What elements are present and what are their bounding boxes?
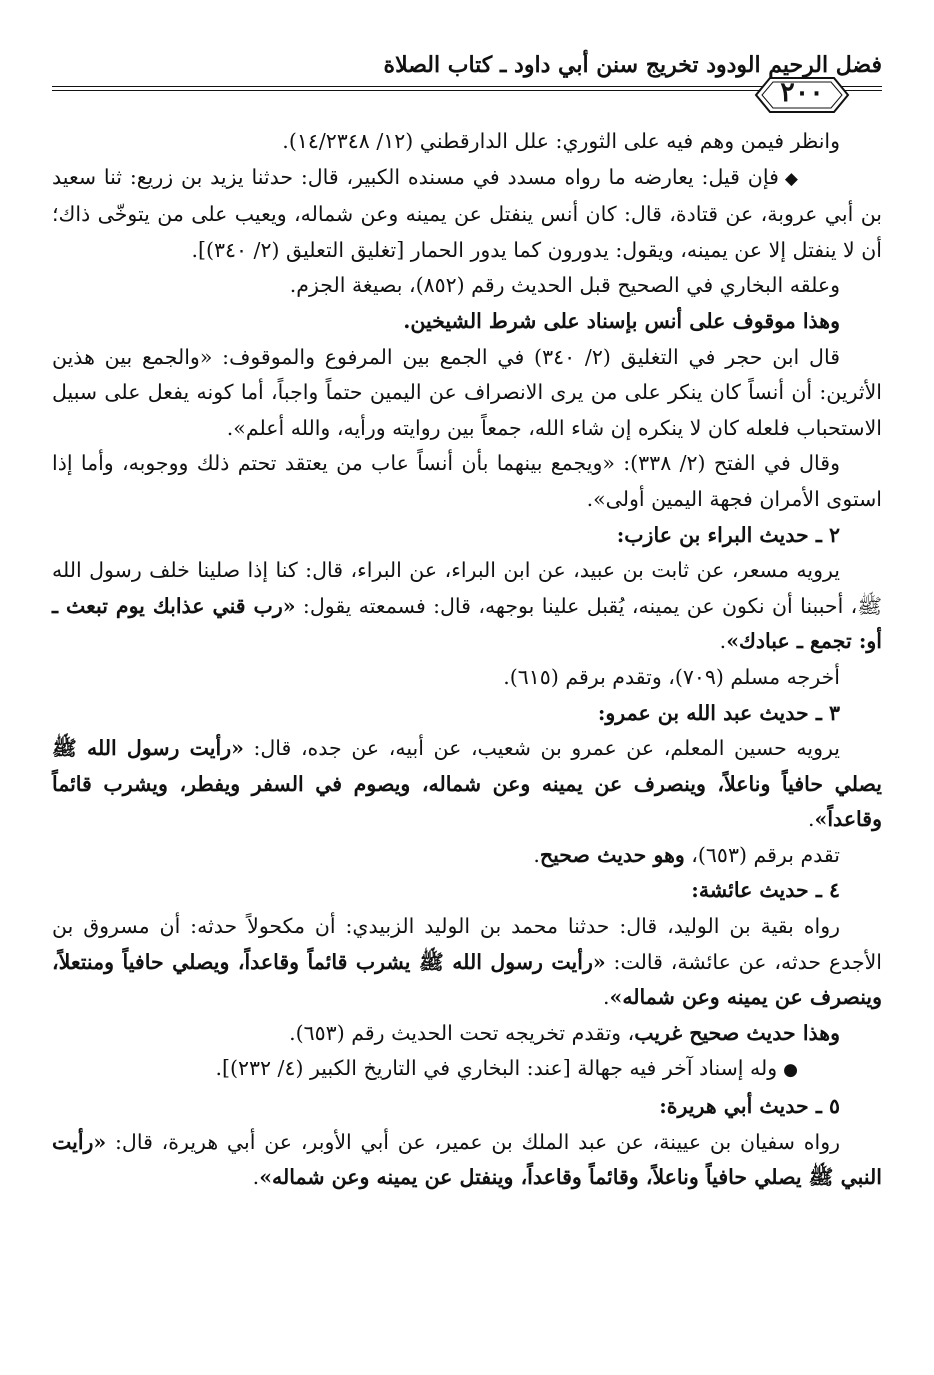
paragraph-8-end: . — [719, 629, 727, 654]
running-header-title: فضل الرحيم الودود تخريج سنن أبي داود ـ كتاب الصلاة — [383, 52, 882, 78]
section-heading-baraa: ٢ ـ حديث البراء بن عازب: — [616, 522, 840, 547]
paragraph-18 — [52, 1125, 882, 1196]
paragraph-8-start: يرويه مسعر، عن ثابت بن عبيد، عن ابن البراء، عن البراء، قال: كنا إذا صلينا خلف رسول الله ﷺ، أحببنا أن نكون عن يمينه، يُقبل علينا بوجهه، قال: فسمعته يقول: — [52, 558, 882, 618]
paragraph-3: وعلقه البخاري في الصحيح قبل الحديث رقم (٨٥٢)، بصيغة الجزم. — [289, 273, 840, 298]
paragraph-15-verdict: وهذا حديث صحيح غريب — [634, 1020, 840, 1045]
paragraph-14 — [52, 909, 882, 1016]
page-number: ٢٠٠ — [780, 77, 824, 108]
paragraph-15-end: ، وتقدم تخريجه تحت الحديث رقم (٦٥٣). — [289, 1020, 635, 1045]
section-heading-abdullah: ٣ ـ حديث عبد الله بن عمرو: — [597, 700, 840, 725]
paragraph-11-start: يرويه حسين المعلم، عن عمرو بن شعيب، عن أبيه، عن جده، قال: — [243, 736, 840, 761]
paragraph-2 — [52, 160, 882, 269]
paragraph-16 — [52, 1051, 882, 1089]
paragraph-15 — [52, 1016, 882, 1052]
paragraph-11-end: . — [808, 807, 815, 832]
paragraph-14-end: . — [602, 985, 610, 1010]
bullet-icon: ● — [783, 1060, 798, 1081]
paragraph-11 — [52, 731, 882, 838]
paragraph-9: أخرجه مسلم (٧٠٩)، وتقدم برقم (٦١٥). — [503, 664, 840, 689]
paragraph-1: وانظر فيمن وهم فيه على الثوري: علل الدارقطني (١٢/ ١٤/٢٣٤٨). — [282, 129, 840, 153]
page-number-badge — [750, 74, 854, 116]
section-heading-aisha: ٤ ـ حديث عائشة: — [691, 878, 840, 903]
paragraph-18-start: رواه سفيان بن عيينة، عن عبد الملك بن عمير، عن أبي الأوبر، عن أبي هريرة، قال: — [106, 1129, 840, 1154]
section-heading-abuhurayra: ٥ ـ حديث أبي هريرة: — [659, 1094, 840, 1119]
paragraph-8-quote: «رب قني عذابك يوم تبعث ـ أو: تجمع ـ عبادك» — [52, 593, 882, 654]
paragraph-14-start: رواه بقية بن الوليد، قال: حدثنا محمد بن الوليد الزبيدي: أن مكحولاً حدثه: أن مسروق بن الأجدع حدثه، عن عائشة، قالت: — [52, 914, 883, 974]
paragraph-14-quote: «رأيت رسول الله ﷺ يشرب قائماً وقاعداً، ويصلي حافياً ومنتعلاً، وينصرف عن يمينه وعن شماله» — [52, 949, 882, 1010]
paragraph-12 — [52, 838, 882, 874]
paragraph-5: قال ابن حجر في التغليق (٢/ ٣٤٠) في الجمع بين المرفوع والموقوف: «والجمع بين هذين الأثرين: أن أنساً كان ينكر على من يرى الانصراف عن اليمين حتماً واجباً، أما كونه يفعل على سبيل الاستحباب فلعله كان لا ينكره إن شاء الله، جمعاً بين روايته ورأيه، والله أعلم». — [52, 344, 882, 440]
paragraph-6: وقال في الفتح (٢/ ٣٣٨): «ويجمع بينهما بأن أنساً عاب من يعتقد تحتم ذلك ووجوبه، وأما إذا استوى الأمران فجهة اليمين أولى». — [52, 451, 882, 511]
paragraph-8 — [52, 553, 882, 660]
paragraph-12-verdict: وهو حديث صحيح — [539, 842, 685, 867]
paragraph-18-quote: «رأيت النبي ﷺ يصلي حافياً وناعلاً، وقائماً وقاعداً، وينفتل عن يمينه وعن شماله» — [52, 1129, 882, 1190]
objection-marker-icon: ◆ — [784, 168, 798, 189]
paragraph-12-end: . — [533, 842, 540, 867]
paragraph-11-quote: «رأيت رسول الله ﷺ يصلي حافياً وناعلاً، وينصرف عن يمينه وعن شماله، ويصوم في السفر ويفطر، ويشرب قائماً وقاعداً» — [52, 736, 882, 832]
page-body — [52, 124, 882, 1196]
paragraph-2-text: فإن قيل: يعارضه ما رواه مسدد في مسنده الكبير، قال: حدثنا يزيد بن زريع: ثنا سعيد بن أبي عروبة، عن قتادة، قال: كان أنس ينفتل عن يمينه وعن شماله، ويعيب على من يتوخّى ذاك؛ أن لا ينفتل إلا عن يمينه، ويقول: يدورون كما يدور الحمار [تغليق التعليق (٢/ ٣٤٠)]. — [52, 164, 882, 262]
paragraph-4: وهذا موقوف على أنس بإسناد على شرط الشيخين. — [403, 308, 840, 333]
paragraph-16-text: وله إسناد آخر فيه جهالة [عند: البخاري في التاريخ الكبير (٤/ ٢٣٢)]. — [215, 1056, 778, 1081]
paragraph-12-start: تقدم برقم (٦٥٣)، — [684, 842, 840, 867]
paragraph-18-end: . — [252, 1165, 260, 1190]
page-header — [52, 44, 882, 132]
